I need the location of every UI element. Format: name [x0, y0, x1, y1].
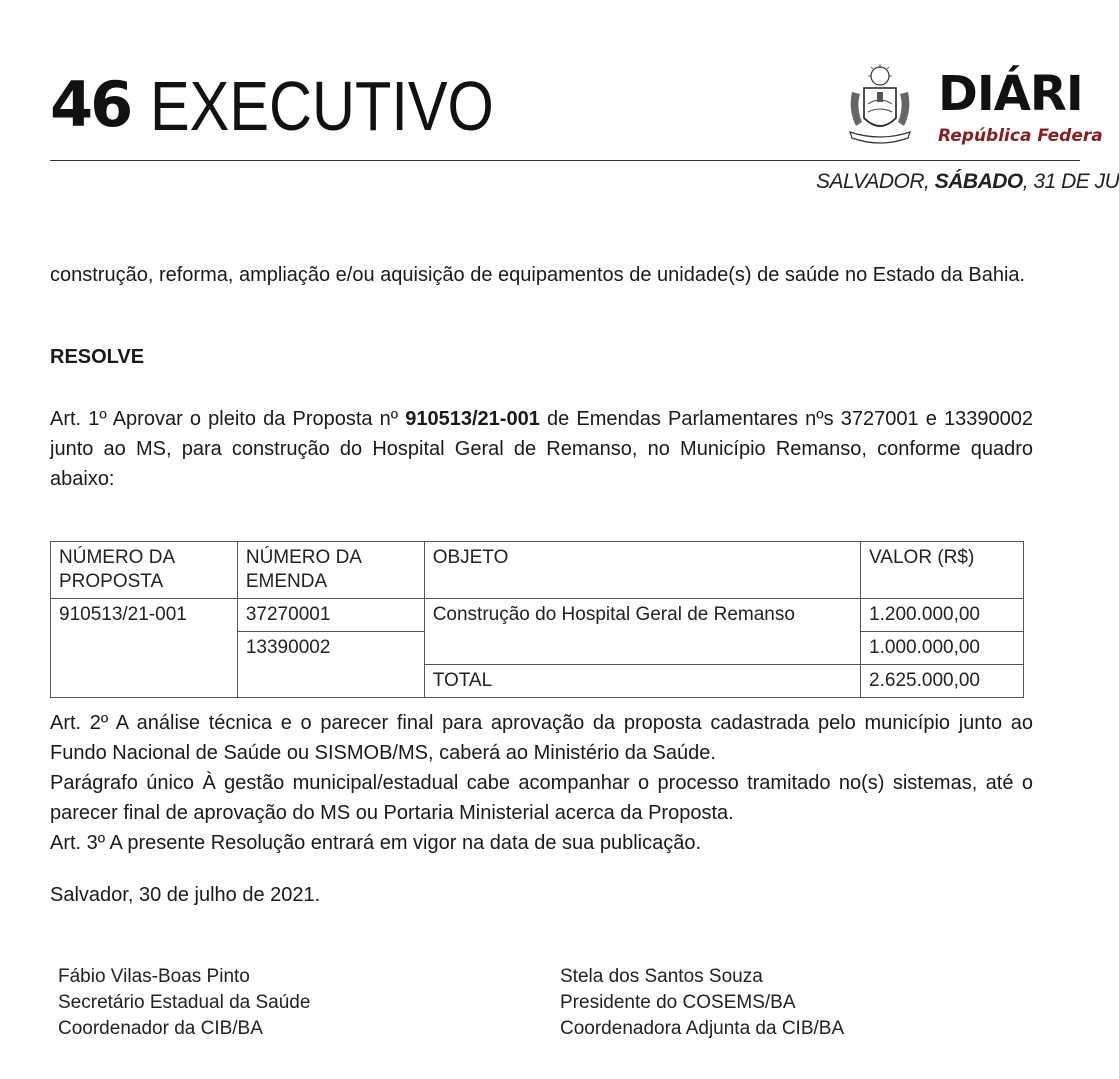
object-cell: Construção do Hospital Geral de Remanso: [424, 599, 860, 665]
article-1-prefix: Art. 1º Aprovar o pleito da Proposta nº: [50, 408, 406, 430]
total-value-cell: 2.625.000,00: [861, 665, 1024, 698]
bahia-coat-of-arms-icon: [844, 62, 916, 148]
dateline-date: , 31 DE JU: [1022, 170, 1119, 193]
article-2-block: [50, 708, 1033, 858]
article-1-proposal-number: 910513/21-001: [405, 408, 540, 430]
article-3: Art. 3º A presente Resolução entrará em vigor na data de sua publicação.: [50, 832, 702, 854]
page-number: 46: [50, 68, 131, 141]
paragrafo-unico: Parágrafo único À gestão municipal/estadual cabe acompanhar o processo tramitado no(s) sistemas, até o parecer final de aprovação do MS ou Portaria Ministerial acerca da Proposta.: [50, 772, 1033, 824]
signature-block-right: [560, 964, 844, 1042]
newspaper-brand: DIÁRI: [938, 66, 1083, 122]
signatory-name: Stela dos Santos Souza: [560, 966, 763, 987]
signature-block-left: [58, 964, 310, 1042]
table-row: [51, 599, 1024, 632]
signatory-role: Coordenador da CIB/BA: [58, 1018, 263, 1039]
section-title: EXECUTIVO: [150, 67, 494, 145]
table-header: NÚMERO DA EMENDA: [237, 542, 424, 599]
amendment-cell: 37270001: [237, 599, 424, 632]
signatory-name: Fábio Vilas-Boas Pinto: [58, 966, 250, 987]
resolve-heading: RESOLVE: [50, 346, 145, 368]
signing-date: Salvador, 30 de julho de 2021.: [50, 884, 321, 906]
signatory-role: Coordenadora Adjunta da CIB/BA: [560, 1018, 845, 1039]
header-rule: [50, 160, 1080, 161]
value-cell: 1.000.000,00: [861, 632, 1024, 665]
dateline-weekday: SÁBADO: [934, 170, 1023, 193]
article-1: [50, 404, 1033, 494]
article-1-suffix: de Emendas Parlamentares nºs 3727001 e 13390002 junto ao MS, para construção do Hospital Geral de Remanso, no Município Remanso, conforme quadro abaixo:: [50, 408, 1034, 490]
signatory-role: Secretário Estadual da Saúde: [58, 992, 311, 1013]
table-header-row: [51, 542, 1024, 599]
total-label-cell: TOTAL: [424, 665, 860, 698]
table-header: NÚMERO DA PROPOSTA: [51, 542, 238, 599]
proposal-table: [50, 541, 1024, 698]
value-cell: 1.200.000,00: [861, 599, 1024, 632]
amendment-cell: 13390002: [237, 632, 424, 698]
article-2: Art. 2º A análise técnica e o parecer final para aprovação da proposta cadastrada pelo município junto ao Fundo Nacional de Saúde ou SISMOB/MS, caberá ao Ministério da Saúde.: [50, 712, 1033, 764]
proposal-number-cell: 910513/21-001: [51, 599, 238, 698]
signatory-role: Presidente do COSEMS/BA: [560, 992, 796, 1013]
dateline: [816, 170, 1119, 194]
dateline-city: SALVADOR,: [816, 170, 930, 193]
intro-paragraph: construção, reforma, ampliação e/ou aquisição de equipamentos de unidade(s) de saúde no Estado da Bahia.: [50, 264, 1026, 286]
newspaper-subtitle: República Federa: [938, 126, 1103, 146]
table-header: VALOR (R$): [861, 542, 1024, 599]
table-header: OBJETO: [424, 542, 860, 599]
